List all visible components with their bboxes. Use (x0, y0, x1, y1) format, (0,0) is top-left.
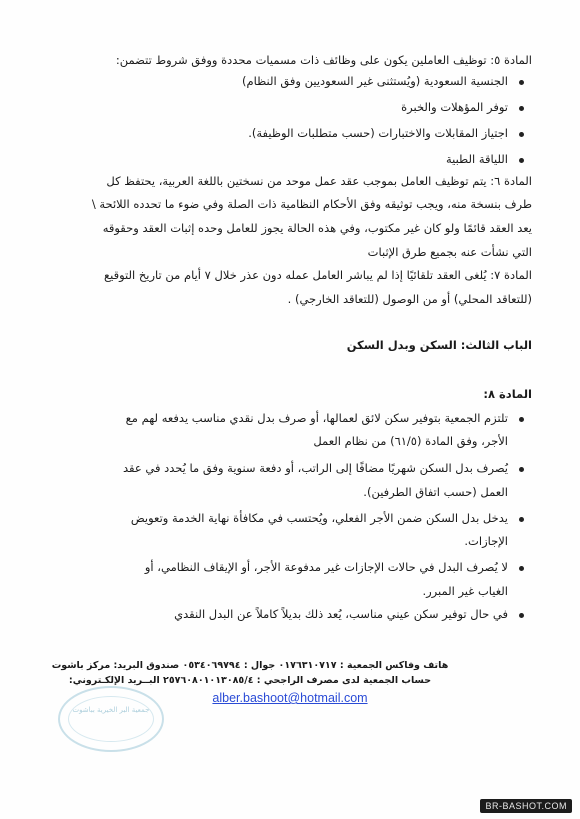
article-8-bullet-1-line-2: الأجر، وفق المادة (٦١/٥) من نظام العمل (313, 434, 508, 448)
footer-bank-line: حساب الجمعية لدى مصرف الراجحي : ٢٥٧٦٠٨٠١٠١٣٠٨٥/٤ البــريد الإلكـتروني: (68, 675, 432, 686)
article-7-line-2: (للتعاقد المحلي) أو من الوصول (للتعاقد الخارجي) . (287, 292, 532, 306)
article-8-bullet-1-line-1: تلتزم الجمعية بتوفير سكن لائق لعمالها، أو صرف بدل نقدي مناسب يدفعه لهم مع (125, 411, 508, 425)
bullet-icon (519, 132, 524, 137)
article-8-bullet-2-line-2: العمل (حسب اتفاق الطرفين). (363, 485, 508, 499)
article-5-bullet-2: توفر المؤهلات والخبرة (401, 100, 508, 114)
footer-contact-line: هاتف وفاكس الجمعية : ٠١٧٦٣١٠٧١٧ جوال : ٠٥٣٤٠٦٩٧٩٤ صندوق البريد: مركز باشوت (51, 660, 449, 671)
article-5-bullet-1: الجنسية السعودية (ويُستثنى غير السعوديين وفق النظام) (241, 74, 508, 88)
article-8-title: المادة ٨: (483, 387, 532, 401)
article-8-bullet-4-line-1: لا يُصرف البدل في حالات الإجازات غير مدفوعة الأجر، أو الإيقاف النظامي، أو (144, 560, 508, 574)
article-5-bullet-3: اجتياز المقابلات والاختبارات (حسب متطلبات الوظيفة). (248, 126, 508, 140)
article-6-line-4: التي نشأت عنه بجميع طرق الإثبات (367, 245, 532, 259)
article-5-text: المادة ٥: توظيف العاملين يكون على وظائف ذات مسميات محددة ووفق شروط تتضمن: (115, 53, 532, 67)
bullet-icon (519, 158, 524, 163)
bullet-icon (519, 566, 524, 571)
bullet-icon (519, 80, 524, 85)
article-6-line-3: يعد العقد قائمًا ولو كان غير مكتوب، وفي هذه الحالة يجوز للعامل وحده إثبات العقد وحقوقه (102, 221, 532, 235)
bullet-icon (519, 517, 524, 522)
bullet-icon (519, 417, 524, 422)
chapter-3-title: الباب الثالث: السكن وبدل السكن (346, 338, 532, 352)
article-7-line-1: المادة ٧: يُلغى العقد تلقائيًا إذا لم يباشر العامل عمله دون عذر خلال ٧ أيام من تاريخ التوقيع (104, 268, 532, 282)
article-8-bullet-4-line-2: الغياب غير المبرر. (422, 584, 508, 598)
article-6-line-1: المادة ٦: يتم توظيف العامل بموجب عقد عمل موحد من نسختين باللغة العربية، يحتفظ كل (106, 174, 532, 188)
article-5-bullet-4: اللياقة الطبية (445, 152, 508, 166)
bullet-icon (519, 613, 524, 618)
bullet-icon (519, 106, 524, 111)
site-watermark: BR-BASHOT.COM (480, 799, 572, 813)
article-8-bullet-5: في حال توفير سكن عيني مناسب، يُعد ذلك بديلاً كاملاً عن البدل النقدي (174, 607, 508, 621)
article-6-line-2: طرف بنسخة منه، ويجب توثيقه وفق الأحكام النظامية ذات الصلة وفي ضوء ما تحدده اللائحة \ (91, 197, 532, 211)
footer-email-link[interactable]: alber.bashoot@hotmail.com (212, 691, 368, 705)
article-8-bullet-3-line-2: الإجازات. (464, 534, 508, 548)
bullet-icon (519, 467, 524, 472)
stamp-text: جمعية البر الخيرية بباشوت (72, 706, 150, 714)
article-8-bullet-2-line-1: يُصرف بدل السكن شهريًا مضافًا إلى الراتب، أو دفعة سنوية وفق ما يُحدد في عقد (122, 461, 508, 475)
article-8-bullet-3-line-1: يدخل بدل السكن ضمن الأجر الفعلي، ويُحتسب في مكافأة نهاية الخدمة وتعويض (130, 511, 508, 525)
